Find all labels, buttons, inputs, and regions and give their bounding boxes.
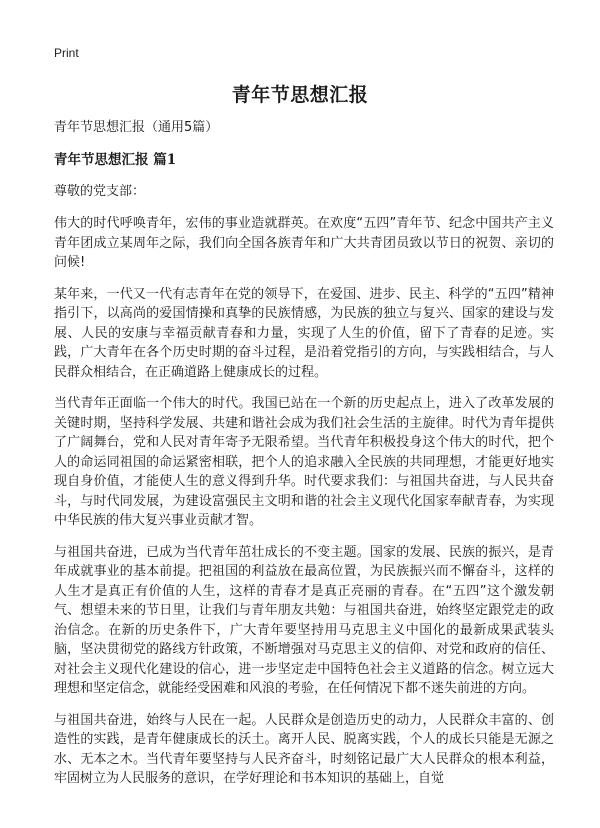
salutation: 尊敬的党支部：	[54, 184, 146, 199]
document-title: 青年节思想汇报	[231, 84, 369, 106]
paragraph-4: 与祖国共奋进，已成为当代青年茁壮成长的不变主题。国家的发展、民族的振兴，是青年成就事业的基本前提。把祖国的利益放在最高位置，为民族振兴而不懈奋斗，这样的人生才是真正有价值的人生，这样的青春才是真正亮丽的青春。在“五四”这个激发朝气、想望未来的节日里，让我们与青年朋友共勉：与祖国共奋进，始终坚定跟党走的政治信念。在新的历史条件下，广大青年要坚持用马克思主义中国化的最新成果武装头脑，坚决贯彻党的路线方针政策，不断增强对马克思主义的信仰、对党和政府的信任、对社会主义现代化建设的信心，进一步坚定走中国特色社会主义道路的信念。树立远大理想和坚定信念，就能经受困难和风浪的考验，在任何情况下都不迷失前进的方向。	[54, 544, 554, 696]
print-link[interactable]: Print	[54, 46, 79, 60]
paragraph-2: 某年来，一代又一代有志青年在党的领导下，在爱国、进步、民主、科学的“五四”精神指引下，以高尚的爱国情操和真挚的民族情感，为民族的独立与复兴、国家的建设与发展、人民的安康与幸福贡献青春和力量，实现了人生的价值，留下了青春的足迹。实践，广大青年在各个历史时期的奋斗过程，是沿着党指引的方向，与实践相结合，与人民群众相结合，在正确道路上健康成长的过程。	[54, 286, 554, 380]
paragraph-5: 与祖国共奋进，始终与人民在一起。人民群众是创造历史的动力，人民群众丰富的、创造性的实践，是青年健康成长的沃土。离开人民、脱离实践，个人的成长只能是无源之水、无本之木。当代青年要坚持与人民齐奋斗，时刻铭记最广大人民群众的根本利益，牢固树立为人民服务的意识，在学好理论和书本知识的基础上，自觉	[54, 712, 554, 786]
section-heading: 青年节思想汇报 篇1	[54, 152, 177, 168]
paragraph-1: 伟大的时代呼唤青年，宏伟的事业造就群英。在欢度“五四”青年节、纪念中国共产主义青年团成立某周年之际，我们向全国各族青年和广大共青团员致以节日的祝贺、亲切的问候!	[54, 216, 554, 270]
document-subtitle: 青年节思想汇报（通用5篇）	[54, 120, 219, 135]
paragraph-3: 当代青年正面临一个伟大的时代。我国已站在一个新的历史起点上，进入了改革发展的关键时期，坚持科学发展、共建和谐社会成为我们社会生活的主旋律。时代为青年提供了广阔舞台，党和人民对青年寄予无限希望。当代青年积极投身这个伟大的时代，把个人的命运同祖国的命运紧密相联，把个人的追求融入全民族的共同理想，才能更好地实现自身价值，才能使人生的意义得到升华。时代要求我们：与祖国共奋进，与人民共奋斗，与时代同发展，为建设富强民主文明和谐的社会主义现代化国家奉献青春，为实现中华民族的伟大复兴事业贡献才智。	[54, 396, 554, 528]
document-body	[54, 118, 554, 801]
